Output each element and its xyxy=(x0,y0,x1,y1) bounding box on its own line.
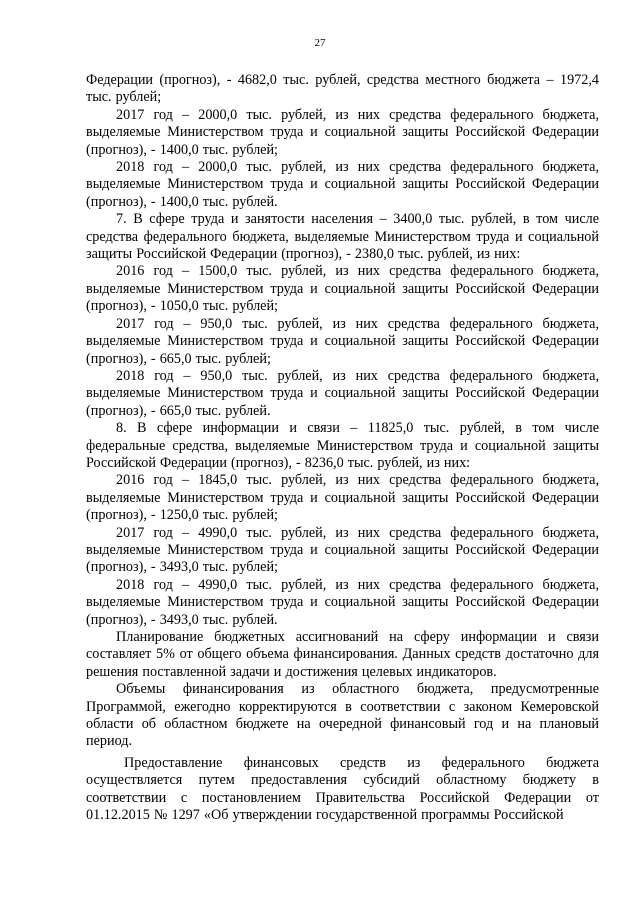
paragraph-2018-labor: 2018 год – 950,0 тыс. рублей, из них средства федерального бюджета, выделяемые Министерством труда и социальной защиты Российской Федерации (прогноз), - 665,0 тыс. рублей. xyxy=(86,367,599,419)
document-body xyxy=(86,72,599,824)
paragraph-2017-labor: 2017 год – 950,0 тыс. рублей, из них средства федерального бюджета, выделяемые Министерством труда и социальной защиты Российской Федерации (прогноз), - 665,0 тыс. рублей; xyxy=(86,315,599,367)
page-number: 27 xyxy=(314,37,326,49)
paragraph-federal-funds-provision: Предоставление финансовых средств из федерального бюджета осуществляется путем предоставления субсидий областному бюджету в соответствии с постановлением Правительства Российской Федерации от 01.12.2015 № 1297 «Об утверждении государственной программы Российской xyxy=(86,754,599,824)
paragraph-information-communication: 8. В сфере информации и связи – 11825,0 тыс. рублей, в том числе федеральные средства, выделяемые Министерством труда и социальной защиты Российской Федерации (прогноз), - 8236,0 тыс. рублей, из них: xyxy=(86,420,599,471)
paragraph-2017-information: 2017 год – 4990,0 тыс. рублей, из них средства федерального бюджета, выделяемые Министерством труда и социальной защиты Российской Федерации (прогноз), - 3493,0 тыс. рублей; xyxy=(86,524,599,576)
paragraph-2016-information: 2016 год – 1845,0 тыс. рублей, из них средства федерального бюджета, выделяемые Министерством труда и социальной защиты Российской Федерации (прогноз), - 1250,0 тыс. рублей; xyxy=(86,472,599,524)
paragraph-2018-information: 2018 год – 4990,0 тыс. рублей, из них средства федерального бюджета, выделяемые Министерством труда и социальной защиты Российской Федерации (прогноз), - 3493,0 тыс. рублей. xyxy=(86,576,599,628)
paragraph-federal-forecast-continued: Федерации (прогноз), - 4682,0 тыс. рублей, средства местного бюджета – 1972,4 тыс. рублей; xyxy=(86,72,599,106)
paragraph-labor-employment: 7. В сфере труда и занятости населения – 3400,0 тыс. рублей, в том числе средства федерального бюджета, выделяемые Министерством труда и социальной защиты Российской Федерации (прогноз), - 2380,0 тыс. рублей, из них: xyxy=(86,211,599,263)
paragraph-2018-social: 2018 год – 2000,0 тыс. рублей, из них средства федерального бюджета, выделяемые Министерством труда и социальной защиты Российской Федерации (прогноз), - 1400,0 тыс. рублей. xyxy=(86,159,599,210)
paragraph-budget-planning: Планирование бюджетных ассигнований на сферу информации и связи составляет 5% от общего объема финансирования. Данных средств достаточно для решения поставленной задачи и достижения целевых индикаторов. xyxy=(86,629,599,680)
paragraph-2017-social: 2017 год – 2000,0 тыс. рублей, из них средства федерального бюджета, выделяемые Министерством труда и социальной защиты Российской Федерации (прогноз), - 1400,0 тыс. рублей; xyxy=(86,106,599,158)
paragraph-regional-budget-adjustment: Объемы финансирования из областного бюджета, предусмотренные Программой, ежегодно корректируются в соответствии с законом Кемеровской области об областном бюджете на очередной финансовый год и на плановый период. xyxy=(86,681,599,750)
paragraph-2016-labor: 2016 год – 1500,0 тыс. рублей, из них средства федерального бюджета, выделяемые Министерством труда и социальной защиты Российской Федерации (прогноз), - 1050,0 тыс. рублей; xyxy=(86,263,599,315)
